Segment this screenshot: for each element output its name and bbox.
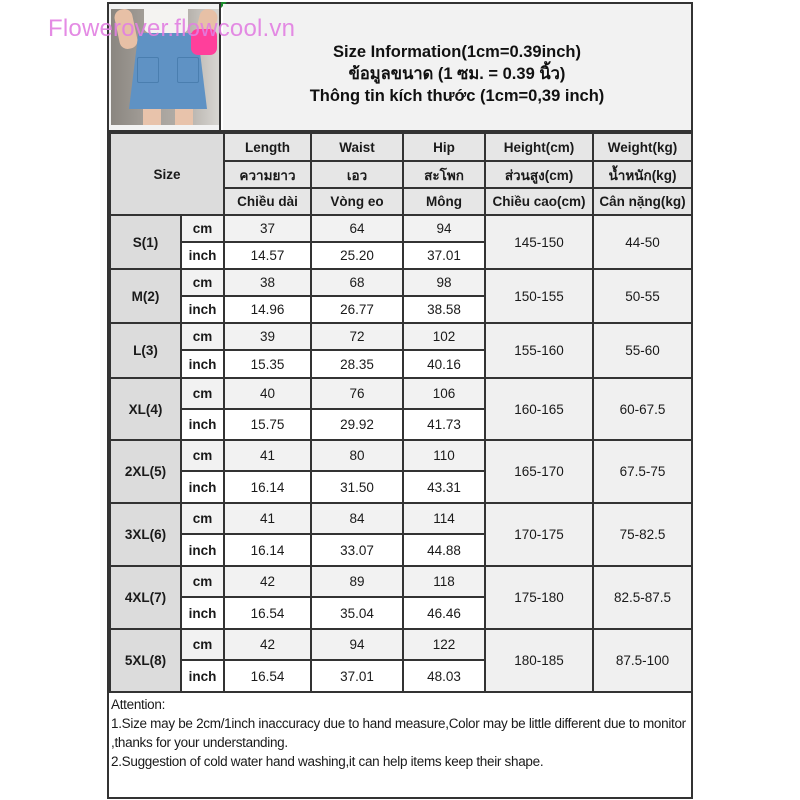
size-label: 3XL(6) <box>110 503 181 566</box>
col-header-height-th: ส่วนสูง(cm) <box>485 161 593 188</box>
cell-cm: 64 <box>311 215 403 242</box>
size-label: M(2) <box>110 269 181 323</box>
cell-inch: 38.58 <box>403 296 485 323</box>
cell-cm: 89 <box>311 566 403 597</box>
col-header-weight-th: น้ำหนัก(kg) <box>593 161 692 188</box>
cell-inch: 16.54 <box>224 597 311 629</box>
height-range: 170-175 <box>485 503 593 566</box>
cell-cm: 42 <box>224 629 311 660</box>
cell-inch: 29.92 <box>311 409 403 440</box>
size-label: 2XL(5) <box>110 440 181 503</box>
unit-inch: inch <box>181 296 224 323</box>
cell-inch: 16.14 <box>224 471 311 503</box>
cell-inch: 33.07 <box>311 534 403 566</box>
unit-inch: inch <box>181 242 224 269</box>
cell-inch: 28.35 <box>311 350 403 378</box>
size-table <box>109 132 693 693</box>
cell-inch: 48.03 <box>403 660 485 692</box>
col-header-hip-en: Hip <box>403 133 485 161</box>
height-range: 150-155 <box>485 269 593 323</box>
unit-inch: inch <box>181 409 224 440</box>
cell-inch: 40.16 <box>403 350 485 378</box>
col-header-hip-vi: Mông <box>403 188 485 215</box>
cell-inch: 37.01 <box>403 242 485 269</box>
height-range: 155-160 <box>485 323 593 378</box>
height-range: 165-170 <box>485 440 593 503</box>
weight-range: 50-55 <box>593 269 692 323</box>
unit-cm: cm <box>181 629 224 660</box>
cell-cm: 42 <box>224 566 311 597</box>
weight-range: 55-60 <box>593 323 692 378</box>
cell-cm: 38 <box>224 269 311 296</box>
cell-cm: 72 <box>311 323 403 350</box>
title-vietnamese: Thông tin kích thước (1cm=0,39 inch) <box>309 87 605 105</box>
cell-inch: 44.88 <box>403 534 485 566</box>
cell-cm: 122 <box>403 629 485 660</box>
unit-cm: cm <box>181 440 224 471</box>
cell-inch: 15.75 <box>224 409 311 440</box>
cell-cm: 68 <box>311 269 403 296</box>
table-row <box>110 440 692 471</box>
col-header-waist-en: Waist <box>311 133 403 161</box>
cell-cm: 84 <box>311 503 403 534</box>
cell-cm: 40 <box>224 378 311 409</box>
attention-notes <box>109 691 691 797</box>
cell-cm: 106 <box>403 378 485 409</box>
unit-inch: inch <box>181 471 224 503</box>
table-row <box>110 503 692 534</box>
title-thai: ข้อมูลขนาด (1 ซม. = 0.39 นิ้ว) <box>348 65 566 83</box>
col-header-weight-en: Weight(kg) <box>593 133 692 161</box>
cell-cm: 94 <box>403 215 485 242</box>
cell-cm: 114 <box>403 503 485 534</box>
col-header-waist-th: เอว <box>311 161 403 188</box>
weight-range: 60-67.5 <box>593 378 692 440</box>
cell-cm: 76 <box>311 378 403 409</box>
attention-title: Attention: <box>111 697 166 712</box>
cell-inch: 41.73 <box>403 409 485 440</box>
size-label: L(3) <box>110 323 181 378</box>
cell-inch: 43.31 <box>403 471 485 503</box>
height-range: 145-150 <box>485 215 593 269</box>
table-row <box>110 323 692 350</box>
unit-cm: cm <box>181 215 224 242</box>
cell-cm: 110 <box>403 440 485 471</box>
unit-inch: inch <box>181 534 224 566</box>
height-range: 180-185 <box>485 629 593 692</box>
size-label: 5XL(8) <box>110 629 181 692</box>
attention-note-2: 2.Suggestion of cold water hand washing,it can help items keep their shape. <box>111 754 544 769</box>
col-header-length-th: ความยาว <box>224 161 311 188</box>
cell-inch: 37.01 <box>311 660 403 692</box>
cell-inch: 31.50 <box>311 471 403 503</box>
cell-cm: 98 <box>403 269 485 296</box>
attention-note-1: 1.Size may be 2cm/1inch inaccuracy due to hand measure,Color may be little different due to monitor ,thanks for your understanding. <box>111 716 686 750</box>
table-row <box>110 566 692 597</box>
table-row <box>110 378 692 409</box>
cell-inch: 16.14 <box>224 534 311 566</box>
size-label: S(1) <box>110 215 181 269</box>
col-header-height-en: Height(cm) <box>485 133 593 161</box>
weight-range: 67.5-75 <box>593 440 692 503</box>
height-range: 160-165 <box>485 378 593 440</box>
cell-cm: 102 <box>403 323 485 350</box>
table-row <box>110 269 692 296</box>
title-english: Size Information(1cm=0.39inch) <box>332 43 582 61</box>
table-row <box>110 215 692 242</box>
cell-inch: 16.54 <box>224 660 311 692</box>
weight-range: 82.5-87.5 <box>593 566 692 629</box>
unit-cm: cm <box>181 378 224 409</box>
col-header-waist-vi: Vòng eo <box>311 188 403 215</box>
cell-cm: 41 <box>224 440 311 471</box>
size-header: Size <box>110 133 224 215</box>
size-chart <box>107 2 693 799</box>
cell-cm: 37 <box>224 215 311 242</box>
unit-cm: cm <box>181 269 224 296</box>
size-label: 4XL(7) <box>110 566 181 629</box>
col-header-hip-th: สะโพก <box>403 161 485 188</box>
unit-inch: inch <box>181 597 224 629</box>
unit-cm: cm <box>181 323 224 350</box>
cell-cm: 41 <box>224 503 311 534</box>
col-header-length-en: Length <box>224 133 311 161</box>
unit-inch: inch <box>181 350 224 378</box>
unit-cm: cm <box>181 566 224 597</box>
watermark-text: Flowerover.flowcool.vn <box>48 15 296 42</box>
cell-inch: 35.04 <box>311 597 403 629</box>
cell-cm: 39 <box>224 323 311 350</box>
table-row <box>110 629 692 660</box>
cell-cm: 94 <box>311 629 403 660</box>
cell-inch: 25.20 <box>311 242 403 269</box>
cell-cm: 118 <box>403 566 485 597</box>
cell-inch: 46.46 <box>403 597 485 629</box>
cell-cm: 80 <box>311 440 403 471</box>
unit-inch: inch <box>181 660 224 692</box>
size-label: XL(4) <box>110 378 181 440</box>
col-header-weight-vi: Cân nặng(kg) <box>593 188 692 215</box>
cell-inch: 14.96 <box>224 296 311 323</box>
col-header-height-vi: Chiều cao(cm) <box>485 188 593 215</box>
weight-range: 75-82.5 <box>593 503 692 566</box>
weight-range: 44-50 <box>593 215 692 269</box>
weight-range: 87.5-100 <box>593 629 692 692</box>
cell-inch: 26.77 <box>311 296 403 323</box>
cell-inch: 15.35 <box>224 350 311 378</box>
unit-cm: cm <box>181 503 224 534</box>
cell-inch: 14.57 <box>224 242 311 269</box>
height-range: 175-180 <box>485 566 593 629</box>
col-header-length-vi: Chiều dài <box>224 188 311 215</box>
